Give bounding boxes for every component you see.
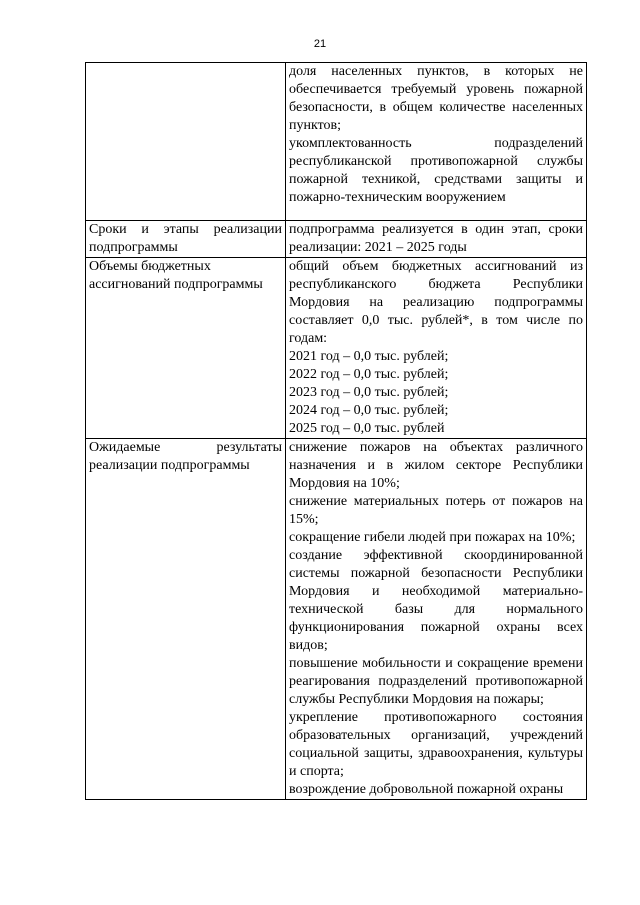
row-label-results: Ожидаемые результаты реализации подпрограммы bbox=[86, 439, 286, 800]
row-label-budget: Объемы бюджетных ассигнований подпрограммы bbox=[86, 258, 286, 439]
table-row-indicators bbox=[86, 63, 587, 221]
row-label-terms: Сроки и этапы реализации подпрограммы bbox=[86, 221, 286, 258]
row-value-terms bbox=[286, 221, 587, 258]
list-item: укомплектованность подразделений республиканской противопожарной службы пожарной техникой, средствами защиты и пожарно-техническим вооружением bbox=[289, 136, 583, 205]
row-label-empty bbox=[86, 63, 286, 221]
budget-intro: общий объем бюджетных ассигнований из республиканского бюджета Республики Мордовия на реализацию подпрограммы составляет 0,0 тыс. рублей*, в том числе по годам: bbox=[289, 259, 583, 346]
list-item: сокращение гибели людей при пожарах на 10%; bbox=[289, 530, 576, 545]
subprogram-passport-table bbox=[85, 62, 587, 800]
row-value-indicators bbox=[286, 63, 587, 221]
table-row-results bbox=[86, 439, 587, 800]
page-number: 21 bbox=[313, 38, 327, 50]
budget-year: 2023 год – 0,0 тыс. рублей; bbox=[289, 385, 449, 400]
list-item: подпрограмма реализуется в один этап, сроки реализации: 2021 – 2025 годы bbox=[289, 222, 583, 255]
list-item: создание эффективной скоординированной системы пожарной безопасности Республики Мордовия и необходимой материально-технической базы для нормального функционирования пожарной охраны всех видов; bbox=[289, 548, 583, 653]
row-value-budget bbox=[286, 258, 587, 439]
list-item: возрождение добровольной пожарной охраны bbox=[289, 782, 564, 797]
budget-year: 2025 год – 0,0 тыс. рублей bbox=[289, 421, 445, 436]
table-row-budget bbox=[86, 258, 587, 439]
row-value-results bbox=[286, 439, 587, 800]
list-item: снижение пожаров на объектах различного назначения и в жилом секторе Республики Мордовия на 10%; bbox=[289, 440, 583, 491]
list-item: доля населенных пунктов, в которых не обеспечивается требуемый уровень пожарной безопасности, в общем количестве населенных пунктов; bbox=[289, 64, 583, 133]
list-item: укрепление противопожарного состояния образовательных организаций, учреждений социальной защиты, здравоохранения, культуры и спорта; bbox=[289, 710, 583, 779]
budget-year: 2021 год – 0,0 тыс. рублей; bbox=[289, 349, 449, 364]
table-row-terms bbox=[86, 221, 587, 258]
budget-year: 2022 год – 0,0 тыс. рублей; bbox=[289, 367, 449, 382]
budget-year: 2024 год – 0,0 тыс. рублей; bbox=[289, 403, 449, 418]
list-item: снижение материальных потерь от пожаров на 15%; bbox=[289, 494, 583, 527]
list-item: повышение мобильности и сокращение времени реагирования подразделений противопожарной службы Республики Мордовия на пожары; bbox=[289, 656, 583, 707]
